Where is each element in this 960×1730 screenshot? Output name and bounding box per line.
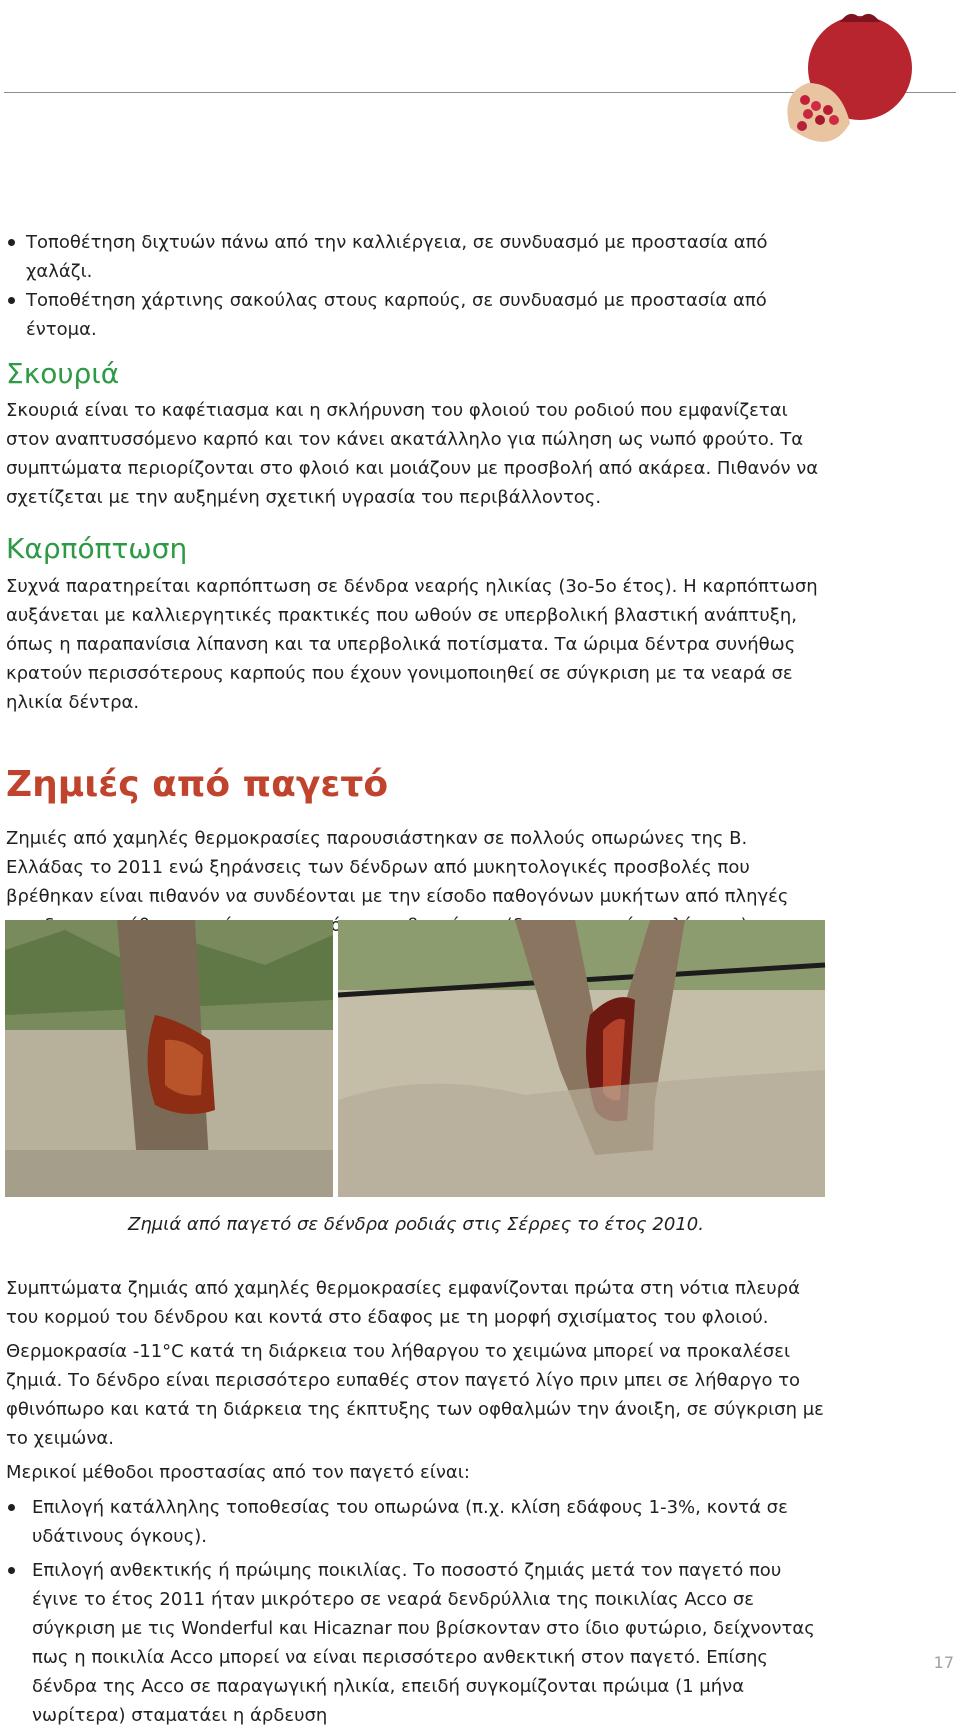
section-heading-frost: Ζημιές από παγετό — [6, 764, 389, 805]
frost-paragraph: Ζημιές από χαμηλές θερμοκρασίες παρουσιάστηκαν σε πολλούς οπωρώνες της Β. Ελλάδας το 2011 ενώ ξηράνσεις των δένδρων από μυκητολογικές προσβολές που βρέθηκαν είναι πιθανόν να συνδέονται με την είσοδο παθογόνων μυκήτων από πληγές — [6, 828, 789, 907]
section-heading-fruit-drop: Καρπόπτωση — [6, 532, 188, 565]
temperature-paragraph: Θερμοκρασία -11°C κατά τη διάρκεια του λήθαργου το χειμώνα μπορεί να προκαλέσει ζημιά. Το δένδρο είναι περισσότερο ευπαθές στον παγετό λίγο πριν μπει σε λήθαργο το φθινόπωρο και κατά τη διάρκεια της έκπτυξης των οφθαλμών την άνοιξη, σε σύγκριση με το χειμώνα. — [6, 1341, 824, 1449]
lower-content — [6, 1274, 826, 1730]
methods-intro: Μερικοί μέθοδοι προστασίας από τον παγετό είναι: — [6, 1462, 470, 1483]
list-item: Επιλογή κατάλληλης τοποθεσίας του οπωρώνα (π.χ. κλίση εδάφους 1-3%, κοντά σε υδάτινους όγκους). — [6, 1493, 826, 1551]
section-heading-rust: Σκουριά — [6, 357, 120, 390]
figure-caption: Ζημιά από παγετό σε δένδρα ροδιάς στις Σέρρες το έτος 2010. — [128, 1214, 704, 1235]
protection-list — [6, 228, 826, 344]
pomegranate-image — [760, 8, 930, 168]
list-item: Τοποθέτηση χάρτινης σακούλας στους καρπούς, σε συνδυασμό με προστασία από έντομα. — [6, 286, 826, 344]
frost-protection-list — [6, 1493, 826, 1730]
fruit-drop-paragraph: Συχνά παρατηρείται καρπόπτωση σε δένδρα νεαρής ηλικίας (3ο-5ο έτος). Η καρπόπτωση αυξάνεται με καλλιεργητικές πρακτικές που ωθούν σε υπερβολική βλαστική ανάπτυξη, όπως η παραπανίσια λίπανση και τα υπερβολικά ποτίσματα. Τα ώριμα δέντρα συνήθως κρατούν περισσότερους καρπούς που έχουν γονιμοποιηθεί σε σύγκριση με τα νεαρά σε ηλικία δέντρα. — [6, 576, 818, 713]
list-item: Τοποθέτηση διχτυών πάνω από την καλλιέργεια, σε συνδυασμό με προστασία από χαλάζι. — [6, 228, 826, 286]
rust-paragraph: Σκουριά είναι το καφέτιασμα και η σκλήρυνση του φλοιού του ροδιού που εμφανίζεται στον αναπτυσσόμενο καρπό και τον κάνει ακατάλληλο για πώληση ως νωπό φρούτο. Τα συμπτώματα περιορίζονται στο φλοιό και μοιάζουν με προσβολή από ακάρεα. Πιθανόν να σχετίζεται με την αυξημένη σχετική υγρασία του περιβάλλοντος. — [6, 400, 819, 508]
photo-right — [338, 920, 825, 1197]
list-item: Επιλογή ανθεκτικής ή πρώιμης ποικιλίας. Το ποσοστό ζημιάς μετά τον παγετό που έγινε το έτος 2011 ήταν μικρότερο σε νεαρά δενδρύλλια της ποικιλίας Acco σε σύγκριση με τις Wonderful και Hicaznar που βρίσκονταν στο ίδιο φυτώριο, δείχνοντας πως η ποικιλία Acco μπορεί να είναι περισσότερο ανθεκτική στον παγετό. Επίσης δένδρα της Acco σε παραγωγική ηλικία, επειδή συγκομίζονται πρώιμα (1 μήνα νωρίτερα) σταματάει η άρδευση — [6, 1556, 826, 1730]
photo-left — [5, 920, 333, 1197]
upper-content — [6, 228, 826, 940]
page-number: 17 — [933, 1653, 954, 1672]
frost-damage-photos — [5, 920, 825, 1197]
symptoms-paragraph: Συμπτώματα ζημιάς από χαμηλές θερμοκρασίες εμφανίζονται πρώτα στη νότια πλευρά του κορμού του δένδρου και κοντά στο έδαφος με τη μορφή σχισίματος του φλοιού. — [6, 1278, 800, 1328]
